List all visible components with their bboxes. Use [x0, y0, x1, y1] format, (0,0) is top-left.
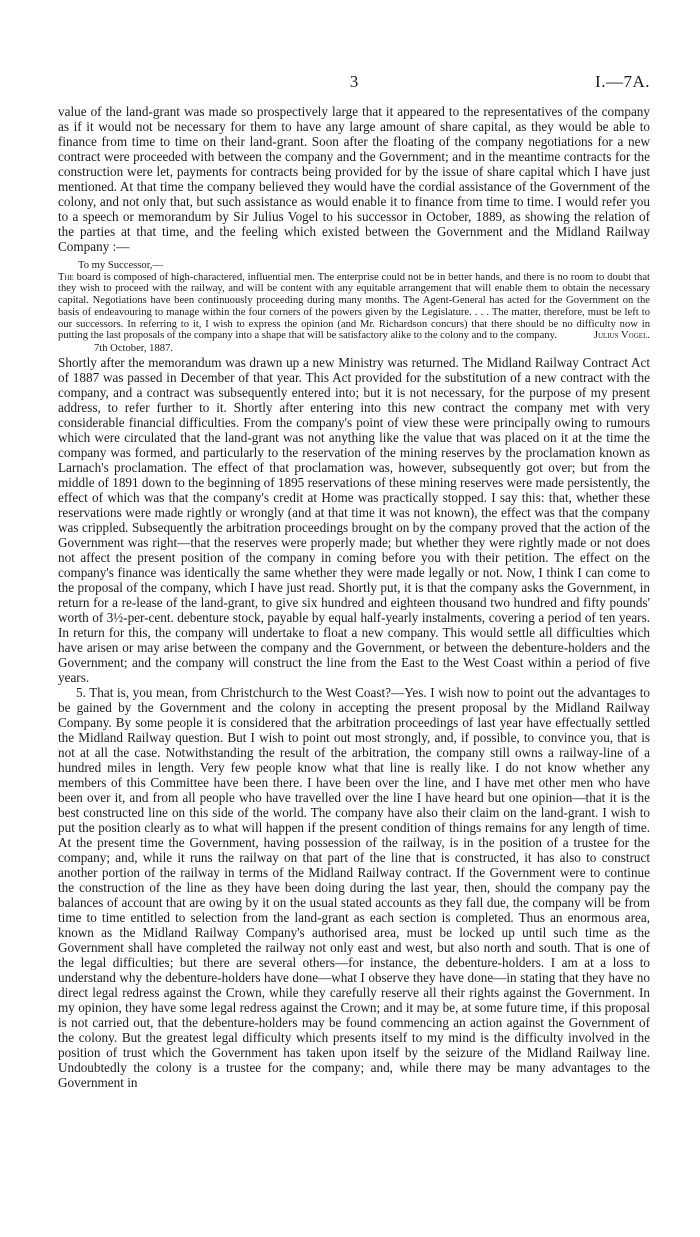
- memo-signature: Julius Vogel.: [593, 330, 650, 342]
- paragraph-1: value of the land-grant was made so prospectively large that it appeared to the representatives of the company as if it would not be necessary for them to have any large amount of share capital, as they would be able to finance from time to time on their land-grant. Soon after the floating of the company negotiations for a new contract were proceeded with between the company and the Government; and in the meantime contracts for the construction were let, payments for contracts being provided for by the issue of share capital which I have just mentioned. At that time the company believed they would have the cordial assistance of the Government of the colony, and not only that, but such assistance as would enable it to finance from time to time. I would refer you to a speech or memorandum by Sir Julius Vogel to his successor in October, 1889, as showing the relation of the parties at that time, and the feeling which existed between the Government and the Midland Railway Company :—: [58, 104, 650, 254]
- memo-lead-word: The: [58, 271, 74, 283]
- vogel-memorandum: [58, 260, 650, 355]
- paragraph-3: 5. That is, you mean, from Christchurch to the West Coast?—Yes. I wish now to point out the advantages to be gained by the Government and the colony in accepting the present proposal by the Midland Railway Company. By some people it is considered that the arbitration proceedings of last year have effectually settled the Midland Railway question. But I wish to point out most strongly, and, if possible, to convince you, that is not at all the case. Notwithstanding the result of the arbitration, the company still owns a railway-line of a hundred miles in length. Very few people know what that line is really like. I do not know whether any members of this Committee have been there. I have been over the line, and I have met other men who have been over it, and from all people who have travelled over the line I have heard but one opinion—that it is the best constructed line on this side of the world. The company have also their claim on the land-grant. I wish to put the position clearly as to what will happen if the present condition of things remains for any length of time. At the present time the Government, having possession of the railway, is in the position of a trustee for the company; and, while it runs the railway on that part of the line that is constructed, it has also to construct another portion of the railway in terms of the Midland Railway contract. If the Government were to continue the construction of the line as they have been doing during the last year, then, should the company pay the balances of account that are owing by it on the usual stated accounts as they fall due, the company will be from time to time entitled to selection from the land-grant as each section is completed. Thus an enormous area, known as the Midland Railway Company's authorised area, must be locked up until such time as the Government shall have completed the railway not only east and west, but also north and south. That is one of the legal difficulties; but there are several others—for instance, the debenture-holders. I am at a loss to understand why the debenture-holders have done—what I observe they have done—in stating that they have no direct legal redress against the Crown, while they carefully reserve all their rights against the Government. In my opinion, they have some legal redress against the Crown; and it may be, at some future time, if this proposal is not carried out, that the debenture-holders may be found commencing an action against the Government of the colony. But the greatest legal difficulty which presents itself to my mind is the difficulty involved in the position of trust which the Government has taken upon itself by the seizure of the Midland Railway line. Undoubtedly the colony is a trustee for the company; and, while there may be many advantages to the Government in: [58, 684, 650, 1090]
- document-body: [58, 104, 650, 1090]
- memo-body: [58, 272, 650, 342]
- memo-date: 7th October, 1887.: [94, 342, 174, 354]
- memo-text: board is composed of high-charactered, influential men. The enterprise could not be in better hands, and there is no room to doubt that they wish to proceed with the railway, and will be content with any equitable arrangement that will enable them to obtain the necessary capital. Negotiations have been continuously proceeding during many months. The Agent-General has acted for the Government on the basis of endeavouring to manage within the four corners of the powers given by the Legislature. . . . The matter, therefore, must be left to our successors. In referring to it, I wish to express the opinion (and Mr. Richardson concurs) that there should be no difficulty now in putting the last proposals of the company into a shape that will be satisfactory alike to the colony and to the company.: [58, 271, 650, 342]
- paper-reference: I.—7A.: [595, 72, 650, 91]
- paragraph-2: Shortly after the memorandum was drawn up a new Ministry was returned. The Midland Railway Contract Act of 1887 was passed in December of that year. This Act provided for the substitution of a new contract with the company, and a contract was subsequently entered into; but it is not necessary, for the purpose of my present address, to refer further to it. Shortly after entering into this new contract the company met with very considerable financial difficulties. From the company's point of view these were principally owing to rumours which were circulated that the land-grant was not anything like the value that was placed on it at the time the company was formed, and particularly to the reservation of the mining reserves by the proclamation known as Larnach's proclamation. The effect of that proclamation was, however, subsequently got over; but from the middle of 1891 down to the beginning of 1895 reservations of these mining reserves were made persistently, the effect of which was that the company's credit at Home was practically stopped. I say this: that, whether these reservations were made rightly or wrongly (and at that time it was not known), the effect was that the company was crippled. Subsequently the arbitration proceedings brought on by the company proved that the action of the Government was right—that the reserves were properly made; but whether they were rightly made or not does not affect the present position of the company in coming before you with their petition. The effect on the company's finance was identically the same whether they were made legally or not. Now, I think I can come to the proposal of the company, which I have just read. Shortly put, it is that the company asks the Government, in return for a re-lease of the land-grant, to give six hundred and eighteen thousand two hundred and fifty pounds' worth of 3½-per-cent. debenture stock, payable by equal half-yearly instalments, covering a period of ten years. In return for this, the company will undertake to float a new company. This would settle all difficulties which have arisen or may arise between the company and the Government, or between the debenture-holders and the Government; and the company will construct the line from the East to the West Coast within a period of five years.: [58, 354, 650, 685]
- memo-address: To my Successor,—: [78, 260, 164, 271]
- page-header: [58, 72, 650, 96]
- page-number: 3: [349, 72, 359, 91]
